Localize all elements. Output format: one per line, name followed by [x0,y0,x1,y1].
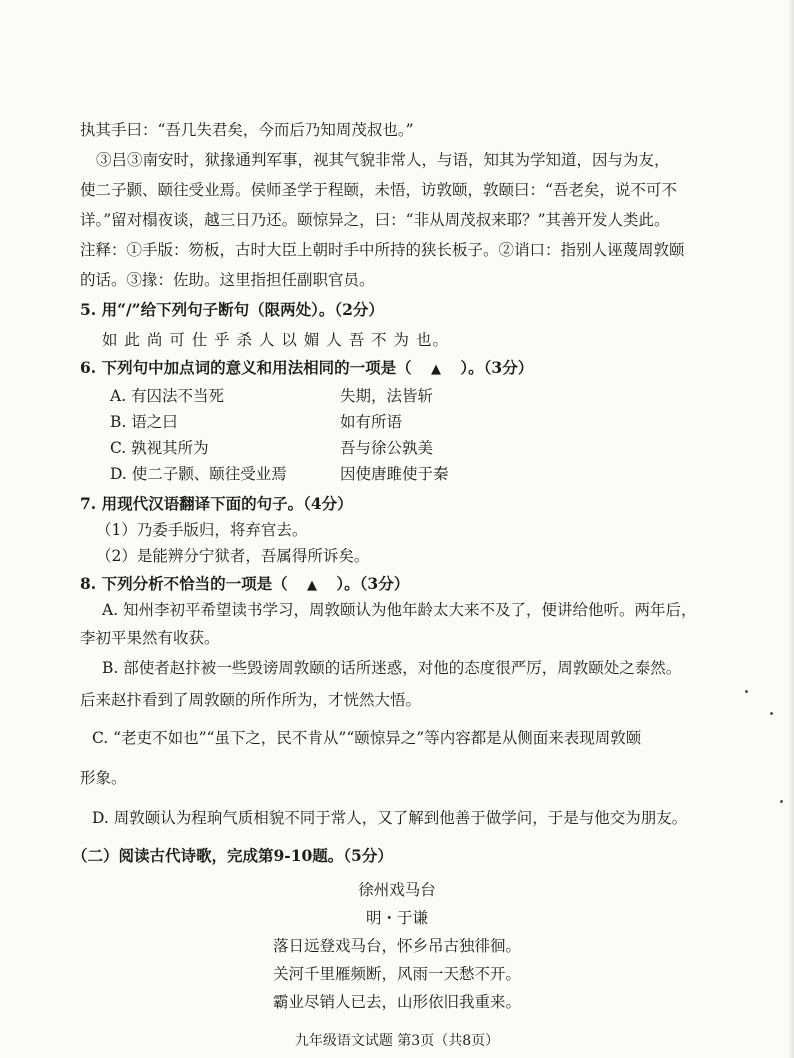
q6-option-d-right: 因使唐雎使于秦 [340,465,449,483]
q7-item-1: （1）乃委手版归，将弃官去。 [96,521,308,539]
page-footer: 九年级语文试题 第3页（共8页） [294,1033,500,1049]
q8-option-a-line2: 李初平果然有收获。 [80,629,220,647]
q6-option-b-left: B. 语之曰 [110,413,178,431]
scan-speck [770,712,773,715]
poem-line-3: 霸业尽销人已去，山形依旧我重来。 [272,993,521,1011]
annotation-line: 的话。③掾：佐助。这里指担任副职官员。 [80,271,375,289]
q8-option-c-line1: C. “老吏不如也”“虽下之，民不肯从”“颐惊异之”等内容都是从侧面来表现周敦颐 [92,729,642,747]
passage-line: ③吕③南安时，狱掾通判军事，视其气貌非常人，与语，知其为学知道，因与为友， [96,151,670,169]
q7-item-2: （2）是能辨分宁狱者，吾属得所诉矣。 [96,547,370,565]
poem-line-2: 关河千里雁频断，风雨一天愁不开。 [272,965,521,983]
answer-blank-marker: ▲ [307,578,317,593]
answer-blank-marker: ▲ [431,362,441,377]
poem-line-1: 落日远登戏马台，怀乡吊古独徘徊。 [272,937,521,955]
question-5-sentence: 如 此 尚 可 仕 乎 杀 人 以 媚 人 吾 不 为 也。 [102,331,449,349]
scan-speck [780,800,783,803]
q6-option-a-right: 失期，法皆斩 [340,387,434,405]
section-2-title: （二）阅读古代诗歌，完成第9-10题。（5分） [72,846,393,865]
question-8-title-start: 8. 下列分析不恰当的一项是（ [80,574,288,593]
question-5-title: 5. 用“/”给下列句子断句（限两处）。（2分） [80,300,384,319]
q8-option-c-line2: 形象。 [80,769,127,787]
q8-option-a-line1: A. 知州李初平希望读书学习，周敦颐认为他年龄太大来不及了，便讲给他听。两年后， [102,601,697,619]
q8-option-d: D. 周敦颐认为程珦气质相貌不同于常人，又了解到他善于做学问，于是与他交为朋友。 [92,809,688,827]
q6-option-b-right: 如有所语 [340,413,403,431]
annotation-line: 注释：①手版：笏板，古时大臣上朝时手中所持的狭长板子。②诮口：指别人诬蔑周敦颐 [80,241,685,259]
question-6-title-start: 6. 下列句中加点词的意义和用法相同的一项是（ [80,358,412,377]
q8-option-b-line1: B. 部使者赵抃被一些毁谤周敦颐的话所迷惑，对他的态度很严厉，周敦颐处之泰然。 [102,659,682,677]
q6-option-c-left: C. 孰视其所为 [110,439,209,457]
question-6-title [80,358,533,380]
question-6-title-end: ）。（3分） [460,358,534,377]
q8-option-b-line2: 后来赵抃看到了周敦颐的所作所为，才恍然大悟。 [80,691,422,709]
q6-option-c-right: 吾与徐公孰美 [340,439,434,457]
passage-line: 使二子颢、颐往受业焉。侯师圣学于程颐，未悟，访敦颐，敦颐曰：“吾老矣，说不可不 [80,181,677,199]
question-7-title: 7. 用现代汉语翻译下面的句子。（4分） [80,494,353,513]
poem-author: 明・于谦 [365,909,428,927]
q6-option-d-left: D. 使二子颢、颐往受业焉 [110,465,287,483]
question-8-title [80,574,409,596]
q6-option-a-left: A. 有囚法不当死 [110,387,225,405]
passage-line: 执其手曰：“吾几失君矣，今而后乃知周茂叔也。” [80,121,414,139]
poem-title: 徐州戏马台 [358,881,436,899]
question-8-title-end: ）。（3分） [336,574,410,593]
scan-speck [745,690,748,693]
passage-line: 详。”留对榻夜谈，越三日乃还。颐惊异之，曰：“非从周茂叔来耶？”其善开发人类此。 [80,211,670,229]
